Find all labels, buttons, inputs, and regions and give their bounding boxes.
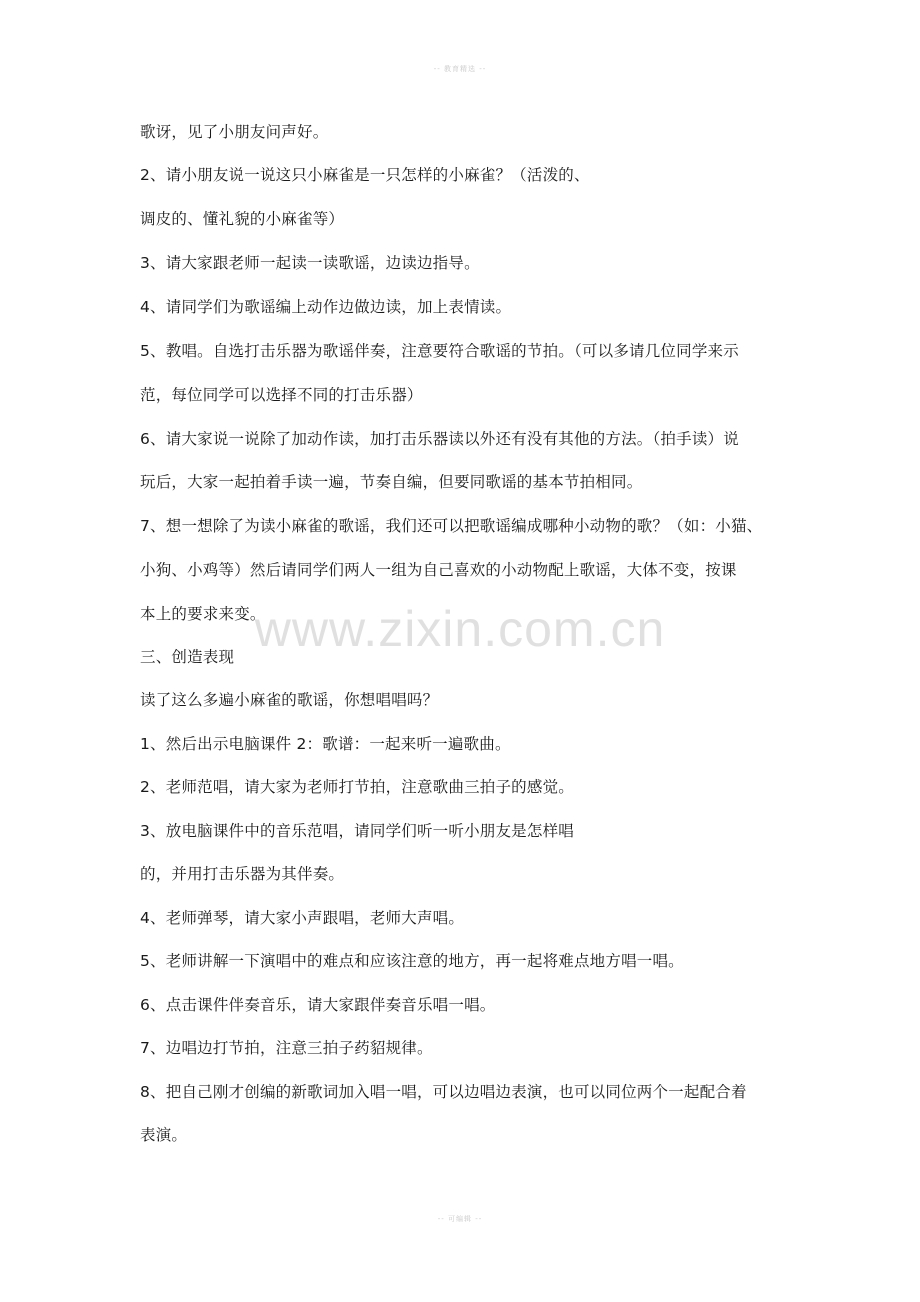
text-line: 7、想一想除了为读小麻雀的歌谣，我们还可以把歌谣编成哪种小动物的歌？（如：小猫、 bbox=[140, 517, 763, 535]
text-line: 5、教唱。自选打击乐器为歌谣伴奏，注意要符合歌谣的节拍。（可以多请几位同学来示 bbox=[140, 342, 739, 360]
text-line: 7、边唱边打节拍，注意三拍子药貂规律。 bbox=[140, 1039, 433, 1057]
text-line: 3、请大家跟老师一起读一读歌谣，边读边指导。 bbox=[140, 254, 480, 272]
text-line: 读了这么多遍小麻雀的歌谣，你想唱唱吗？ bbox=[140, 691, 439, 709]
text-line: 4、请同学们为歌谣编上动作边做边读，加上表情读。 bbox=[140, 298, 512, 316]
text-line: 歌讶，见了小朋友问声好。 bbox=[140, 123, 329, 141]
text-line: 调皮的、懂礼貌的小麻雀等） bbox=[140, 210, 345, 228]
watermark: www.zixin.com.cn bbox=[254, 601, 666, 657]
text-line: 范，每位同学可以选择不同的打击乐器） bbox=[140, 386, 423, 404]
text-line: 5、老师讲解一下演唱中的难点和应该注意的地方，再一起将难点地方唱一唱。 bbox=[140, 952, 684, 970]
text-line: 1、然后出示电脑课件 2：歌谱：一起来听一遍歌曲。 bbox=[140, 735, 511, 753]
text-line: 6、请大家说一说除了加动作读，加打击乐器读以外还有没有其他的方法。（拍手读）说 bbox=[140, 430, 739, 448]
section-heading: 三、创造表现 bbox=[140, 648, 235, 666]
text-line: 的，并用打击乐器为其伴奏。 bbox=[140, 865, 345, 883]
text-line: 2、老师范唱，请大家为老师打节拍，注意歌曲三拍子的感觉。 bbox=[140, 778, 574, 796]
header-mark: -- 教育精选 -- bbox=[433, 65, 487, 73]
text-line: 本上的要求来变。 bbox=[140, 605, 266, 623]
text-line: 4、老师弹琴，请大家小声跟唱，老师大声唱。 bbox=[140, 909, 465, 927]
text-line: 6、点击课件伴奏音乐，请大家跟伴奏音乐唱一唱。 bbox=[140, 996, 496, 1014]
text-line: 8、把自己刚才创编的新歌词加入唱一唱，可以边唱边表演，也可以同位两个一起配合着 bbox=[140, 1083, 747, 1101]
text-line: 表演。 bbox=[140, 1126, 188, 1144]
text-line: 玩后，大家一起拍着手读一遍，节奏自编，但要同歌谣的基本节拍相同。 bbox=[140, 473, 643, 491]
footer-mark: -- 可编辑 -- bbox=[437, 1215, 483, 1223]
text-line: 3、放电脑课件中的音乐范唱，请同学们听一听小朋友是怎样唱 bbox=[140, 822, 574, 840]
text-line: 2、请小朋友说一说这只小麻雀是一只怎样的小麻雀？（活泼的、 bbox=[140, 166, 590, 184]
text-line: 小狗、小鸡等）然后请同学们两人一组为自己喜欢的小动物配上歌谣，大体不变，按课 bbox=[140, 561, 737, 579]
